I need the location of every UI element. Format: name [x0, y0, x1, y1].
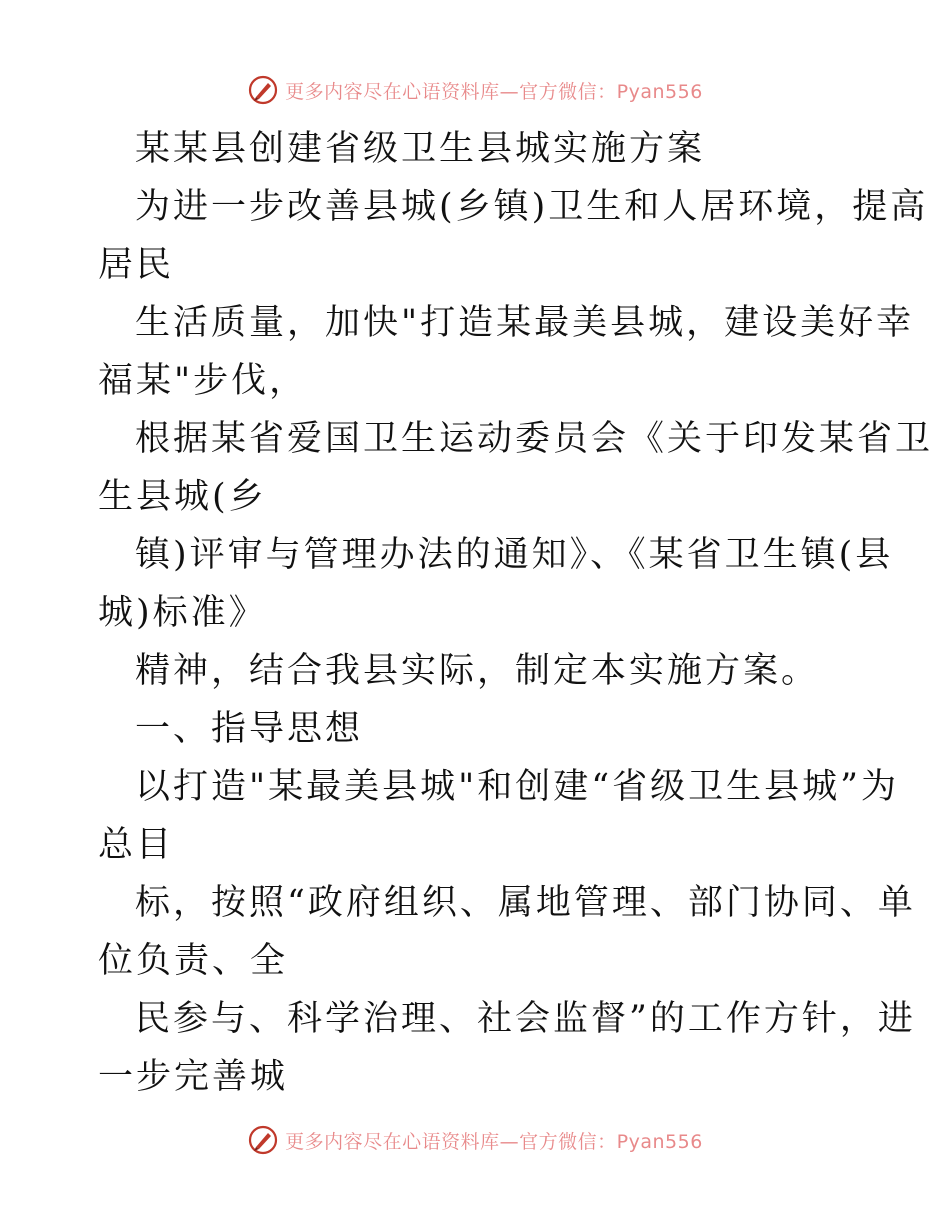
paragraph-line: 生县城(乡 — [98, 477, 267, 517]
paragraph-line: 镇)评审与管理办法的通知》、《某省卫生镇(县 — [135, 535, 894, 575]
document-body — [98, 120, 934, 1106]
paragraph-line: 精神，结合我县实际，制定本实施方案。 — [135, 651, 820, 691]
paragraph-line: 为进一步改善县城(乡镇)卫生和人居环境，提高 — [135, 187, 929, 227]
paragraph-line: 总目 — [98, 825, 175, 865]
paragraph-line: 福某"步伐， — [98, 361, 308, 401]
paragraph-line: 以打造"某最美县城"和创建“省级卫生县城”为 — [135, 767, 899, 807]
paragraph-line: 根据某省爱国卫生运动委员会《关于印发某省卫 — [135, 419, 934, 459]
paragraph-line: 城)标准》 — [98, 593, 267, 633]
paragraph-line: 生活质量，加快"打造某最美县城，建设美好幸 — [135, 303, 915, 343]
paragraph-line: 位负责、全 — [98, 941, 289, 981]
watermark-text: 更多内容尽在心语资料库—官方微信：Pyan556 — [285, 1130, 703, 1153]
watermark-text: 更多内容尽在心语资料库—官方微信：Pyan556 — [285, 80, 703, 103]
section-heading: 一、指导思想 — [135, 709, 364, 749]
header-watermark — [0, 70, 950, 110]
paragraph-line: 一步完善城 — [98, 1057, 289, 1097]
paragraph-line: 居民 — [98, 245, 175, 285]
paragraph-line: 民参与、科学治理、社会监督”的工作方针，进 — [135, 999, 916, 1039]
pen-logo-icon — [247, 74, 279, 106]
document-title: 某某县创建省级卫生县城实施方案 — [135, 129, 706, 169]
footer-watermark — [0, 1120, 950, 1160]
paragraph-line: 标，按照“政府组织、属地管理、部门协同、单 — [135, 883, 916, 923]
pen-logo-icon — [247, 1124, 279, 1156]
